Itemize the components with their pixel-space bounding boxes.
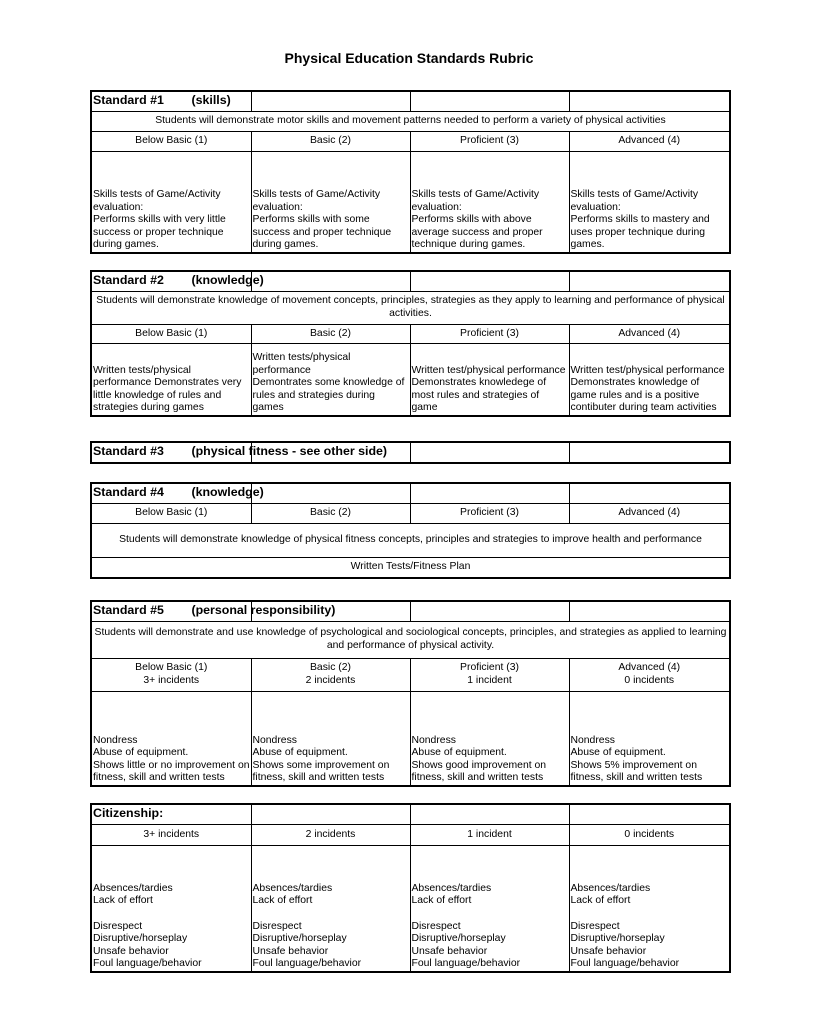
standard-5-header-cell (91, 601, 336, 622)
citizenship-header: Citizenship: (93, 806, 164, 821)
descriptor-text: Skills tests of Game/Activity evaluation: Performs skills with very little success or proper technique during games. (93, 189, 226, 251)
descriptor-cell (91, 152, 251, 254)
descriptor-text: Absences/tardies Lack of effort Disrespect Disruptive/horseplay Unsafe behavior Foul language/behavior (252, 882, 362, 970)
descriptor-text: Written test/physical performance Demonstrates knowledge of game rules and is a positive contibuter during team activities (570, 364, 725, 414)
descriptor-text: Nondress Abuse of equipment. Shows good improvement on fitness, skill and written tests (411, 734, 547, 784)
descriptor-cell (91, 846, 251, 973)
standard-2-table (90, 270, 731, 417)
level-label: Basic (2) 2 incidents (305, 662, 356, 686)
descriptor-cell (251, 152, 410, 254)
standard-1-statement: Students will demonstrate motor skills and movement patterns needed to perform a variety of physical activities (91, 112, 730, 132)
level-below-basic: Below Basic (1) (91, 504, 251, 524)
descriptor-cell (410, 152, 569, 254)
level-proficient: Proficient (3) (410, 504, 569, 524)
standard-4-assessment: Written Tests/Fitness Plan (91, 558, 730, 579)
standard-5-statement: Students will demonstrate and use knowledge of psychological and sociological concepts, principles, and strategies as applied to learning and performance of physical activity. (91, 622, 730, 659)
standard-1-header: Standard #1 (skills) (93, 93, 231, 108)
descriptor-text: Skills tests of Game/Activity evaluation: Performs skills with some success and proper technique during games. (252, 189, 392, 251)
standard-1-table (90, 90, 731, 254)
descriptor-text: Nondress Abuse of equipment. Shows 5% improvement on fitness, skill and written tests (570, 734, 703, 784)
standard-2-header: Standard #2 (knowledge) (93, 273, 264, 288)
standard-5-table (90, 600, 731, 787)
standard-1-header-cell (91, 91, 251, 112)
level-basic (251, 659, 410, 692)
level-label: Below Basic (1) 3+ incidents (135, 662, 208, 686)
descriptor-cell (251, 692, 410, 787)
level-advanced: Advanced (4) (569, 504, 730, 524)
level-below-basic: Below Basic (1) (91, 132, 251, 152)
descriptor-text: Absences/tardies Lack of effort Disrespect Disruptive/horseplay Unsafe behavior Foul language/behavior (93, 882, 202, 970)
descriptor-text: Written test/physical performance Demonstrates knowledege of most rules and strategies of game (411, 364, 566, 414)
descriptor-cell (91, 692, 251, 787)
standard-4-statement: Students will demonstrate knowledge of physical fitness concepts, principles and strategies to improve health and performance (91, 524, 730, 558)
level-proficient (410, 659, 569, 692)
level-advanced: Advanced (4) (569, 132, 730, 152)
level-basic: Basic (2) (251, 504, 410, 524)
standard-4-header: Standard #4 (knowledge) (93, 485, 264, 500)
page-title: Physical Education Standards Rubric (284, 50, 534, 66)
descriptor-cell (569, 344, 730, 417)
level-below-basic: Below Basic (1) (91, 325, 251, 344)
standard-4-table (90, 482, 731, 579)
level-proficient: Proficient (3) (410, 132, 569, 152)
descriptor-text: Skills tests of Game/Activity evaluation: Performs skills to mastery and uses proper technique during games. (570, 189, 710, 251)
descriptor-text: Nondress Abuse of equipment. Shows little or no improvement on fitness, skill and written tests (93, 734, 250, 784)
standard-3-table (90, 441, 731, 464)
descriptor-cell (410, 692, 569, 787)
descriptor-cell (410, 846, 569, 973)
descriptor-text: Written tests/physical performance Demontrates some knowledge of rules and strategies during games (252, 352, 405, 414)
standard-4-header-cell (91, 483, 264, 504)
descriptor-cell (91, 344, 251, 417)
descriptor-cell (569, 692, 730, 787)
descriptor-cell (251, 846, 410, 973)
descriptor-cell (569, 152, 730, 254)
descriptor-text: Skills tests of Game/Activity evaluation: Performs skills with above average success and proper technique during games. (411, 189, 543, 251)
level-basic: Basic (2) (251, 325, 410, 344)
descriptor-cell (410, 344, 569, 417)
level-0-incidents: 0 incidents (569, 825, 730, 846)
descriptor-text: Absences/tardies Lack of effort Disrespect Disruptive/horseplay Unsafe behavior Foul language/behavior (570, 882, 680, 970)
level-advanced: Advanced (4) (569, 325, 730, 344)
descriptor-text: Nondress Abuse of equipment. Shows some improvement on fitness, skill and written tests (252, 734, 390, 784)
level-proficient: Proficient (3) (410, 325, 569, 344)
descriptor-cell (569, 846, 730, 973)
standard-3-header-cell (91, 442, 388, 463)
standard-2-header-cell (91, 271, 264, 292)
standard-3-header: Standard #3 (physical fitness - see other side) (93, 444, 388, 459)
descriptor-cell (251, 344, 410, 417)
citizenship-header-cell (91, 804, 251, 825)
level-2-incidents: 2 incidents (251, 825, 410, 846)
level-below-basic (91, 659, 251, 692)
descriptor-text: Written tests/physical performance Demonstrates very little knowledge of rules and strategies during games (93, 364, 242, 414)
level-basic: Basic (2) (251, 132, 410, 152)
level-3plus-incidents: 3+ incidents (91, 825, 251, 846)
level-1-incident: 1 incident (410, 825, 569, 846)
level-label: Proficient (3) 1 incident (460, 662, 519, 686)
descriptor-text: Absences/tardies Lack of effort Disrespect Disruptive/horseplay Unsafe behavior Foul language/behavior (411, 882, 521, 970)
citizenship-table (90, 803, 731, 973)
level-label: Advanced (4) 0 incidents (618, 662, 681, 686)
level-advanced (569, 659, 730, 692)
standard-5-header: Standard #5 (personal responsibility) (93, 603, 336, 618)
standard-2-statement: Students will demonstrate knowledge of movement concepts, principles, strategies as they apply to learning and performance of physical activities. (91, 292, 730, 325)
